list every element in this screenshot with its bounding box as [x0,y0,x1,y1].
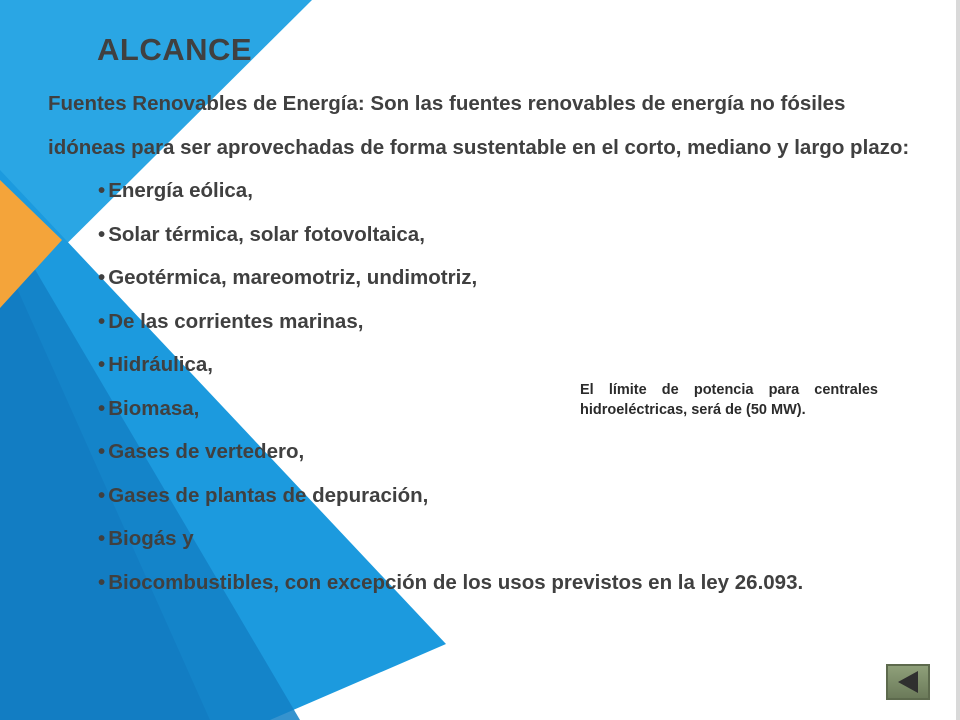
back-button[interactable] [886,664,930,700]
bullet-icon: • [98,179,106,202]
list-item-text: Gases de plantas de depuración, [108,483,429,507]
list-item [98,169,928,213]
slide-title: ALCANCE [97,32,253,67]
list-item [98,213,928,257]
bullet-icon: • [98,396,106,420]
left-triangle-icon [898,671,918,693]
list-item-text: Biogás y [108,527,194,550]
list-item-text: Biomasa, [108,396,200,420]
list-item [98,517,928,561]
bullet-icon: • [98,222,106,246]
bullet-icon: • [98,483,106,507]
list-item-text: Hidráulica, [108,353,213,376]
list-item-text: Energía eólica, [108,179,253,202]
list-item [98,256,928,300]
bullet-icon: • [98,527,106,550]
right-edge-strip [956,0,960,720]
list-item [98,430,928,474]
list-item [98,474,928,518]
intro-paragraph: Fuentes Renovables de Energía: Son las fuentes renovables de energía no fósiles idóneas para ser aprovechadas de forma sustentable en el corto, mediano y largo plazo: [48,92,910,159]
bullet-icon: • [98,570,106,594]
bullet-icon: • [98,440,106,463]
list-item-text: Geotérmica, mareomotriz, undimotriz, [108,266,478,289]
list-item [98,561,928,605]
bullet-icon: • [98,266,106,289]
body-text [48,82,928,604]
power-limit-note: El límite de potencia para centrales hidroeléctricas, será de (50 MW). [580,382,878,418]
list-item-text: Gases de vertedero, [108,440,305,463]
list-item-text: Solar térmica, solar fotovoltaica, [108,222,425,246]
bullet-icon: • [98,353,106,376]
list-item [98,300,928,344]
list-item-text: De las corrientes marinas, [108,309,364,333]
list-item-text: Biocombustibles, con excepción de los usos previstos en la ley 26.093. [108,570,804,594]
bullet-icon: • [98,309,106,333]
